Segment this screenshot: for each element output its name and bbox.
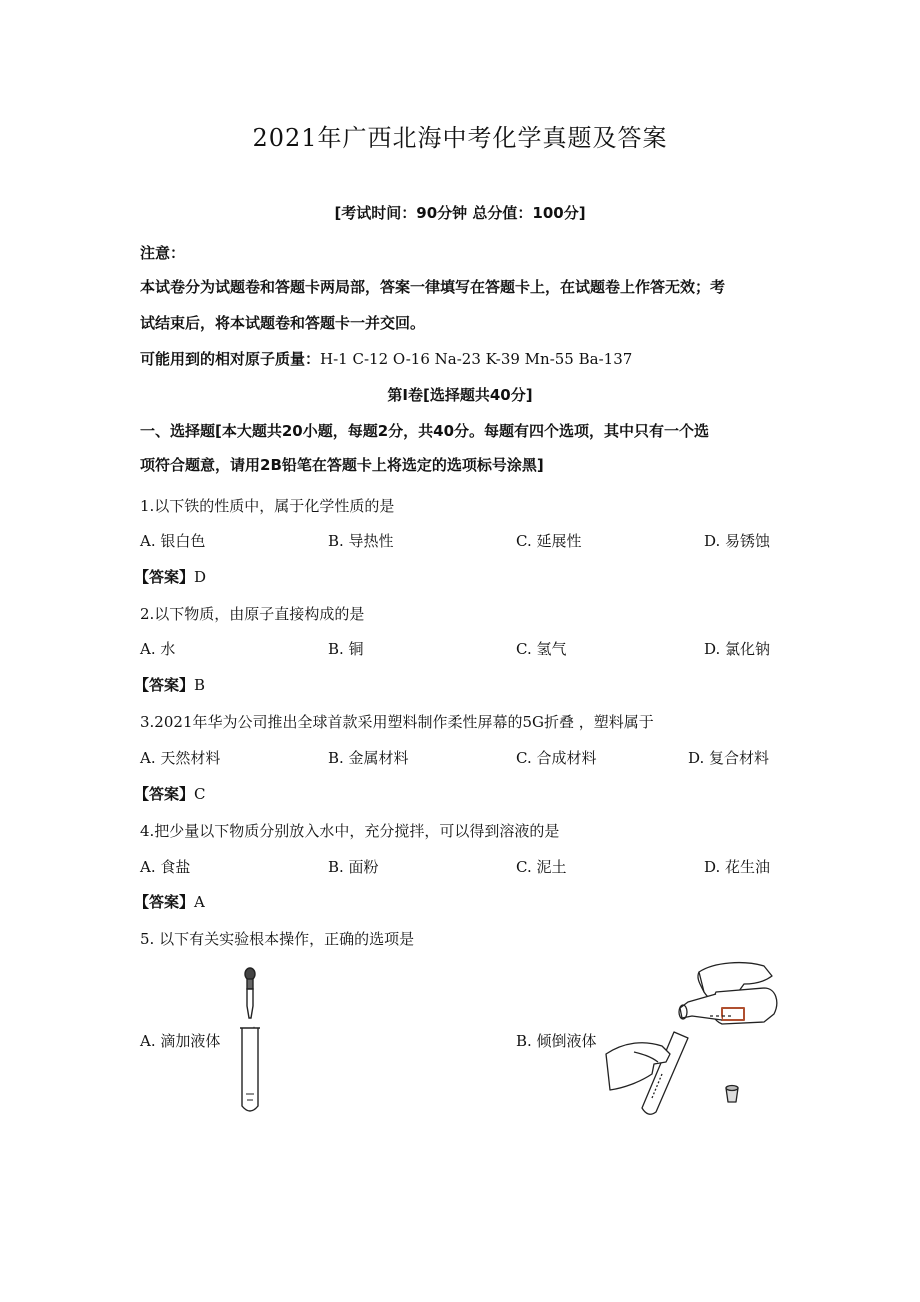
- question-1-option-d: D. 易锈蚀: [704, 532, 771, 550]
- section-title: 第Ⅰ卷[选择题共40分]: [387, 386, 533, 404]
- question-2-option-d: D. 氯化钠: [704, 640, 771, 658]
- answer-label: 【答案】: [134, 568, 195, 586]
- answer-value: C: [194, 785, 206, 803]
- question-5-stem: 5. 以下有关实验根本操作，正确的选项是: [140, 930, 415, 948]
- question-4-option-c: C. 泥土: [516, 858, 567, 876]
- page-title: 2021年广西北海中考化学真题及答案: [252, 124, 668, 152]
- atomic-masses-line: [140, 348, 632, 369]
- question-3-option-a: A. 天然材料: [140, 749, 221, 767]
- question-2-answer: [134, 674, 205, 695]
- pouring-liquid-illustration: [604, 958, 784, 1120]
- question-1-option-a: A. 银白色: [140, 532, 206, 550]
- question-3-option-b: B. 金属材料: [328, 749, 409, 767]
- notice-heading: 注意：: [140, 244, 186, 262]
- question-3-answer: [134, 783, 206, 804]
- question-5-option-a: A. 滴加液体: [140, 1032, 221, 1050]
- notice-line-1: 本试卷分为试题卷和答题卡两局部，答案一律填写在答题卡上，在试题卷上作答无效；考: [140, 278, 726, 296]
- question-4-option-b: B. 面粉: [328, 858, 379, 876]
- question-1-option-b: B. 导热性: [328, 532, 394, 550]
- answer-label: 【答案】: [134, 785, 195, 803]
- notice-line-2: 试结束后，将本试题卷和答题卡一并交回。: [140, 314, 426, 332]
- question-4-option-a: A. 食盐: [140, 858, 191, 876]
- question-4-answer: [134, 891, 205, 912]
- atomic-masses-values: H-1 C-12 O-16 Na-23 K-39 Mn-55 Ba-137: [320, 350, 633, 368]
- answer-value: B: [194, 676, 206, 694]
- question-2-option-b: B. 铜: [328, 640, 364, 658]
- answer-value: D: [194, 568, 207, 586]
- dropper-test-tube-illustration: [232, 966, 272, 1116]
- exam-info: [考试时间：90分钟 总分值：100分]: [334, 204, 586, 222]
- question-4-option-d: D. 花生油: [704, 858, 771, 876]
- answer-value: A: [194, 893, 205, 911]
- question-3-option-c: C. 合成材料: [516, 749, 597, 767]
- question-3-option-d: D. 复合材料: [688, 749, 770, 767]
- question-1-stem: 1.以下铁的性质中，属于化学性质的是: [140, 497, 395, 515]
- question-1-answer: [134, 566, 206, 587]
- part-one-line-2: 项符合题意，请用2B铅笔在答题卡上将选定的选项标号涂黑]: [140, 456, 544, 474]
- question-3-stem: 3.2021年华为公司推出全球首款采用塑料制作柔性屏幕的5G折叠 ，塑料属于: [140, 713, 654, 731]
- answer-label: 【答案】: [134, 676, 195, 694]
- question-2-stem: 2.以下物质，由原子直接构成的是: [140, 605, 365, 623]
- atomic-masses-label: 可能用到的相对原子质量：: [140, 350, 321, 368]
- question-2-option-c: C. 氢气: [516, 640, 567, 658]
- question-5-option-b: B. 倾倒液体: [516, 1032, 597, 1050]
- answer-label: 【答案】: [134, 893, 195, 911]
- question-1-option-c: C. 延展性: [516, 532, 582, 550]
- question-2-option-a: A. 水: [140, 640, 176, 658]
- question-4-stem: 4.把少量以下物质分别放入水中，充分搅拌，可以得到溶液的是: [140, 822, 560, 840]
- part-one-line-1: 一、选择题[本大题共20小题，每题2分，共40分。每题有四个选项，其中只有一个选: [140, 422, 710, 440]
